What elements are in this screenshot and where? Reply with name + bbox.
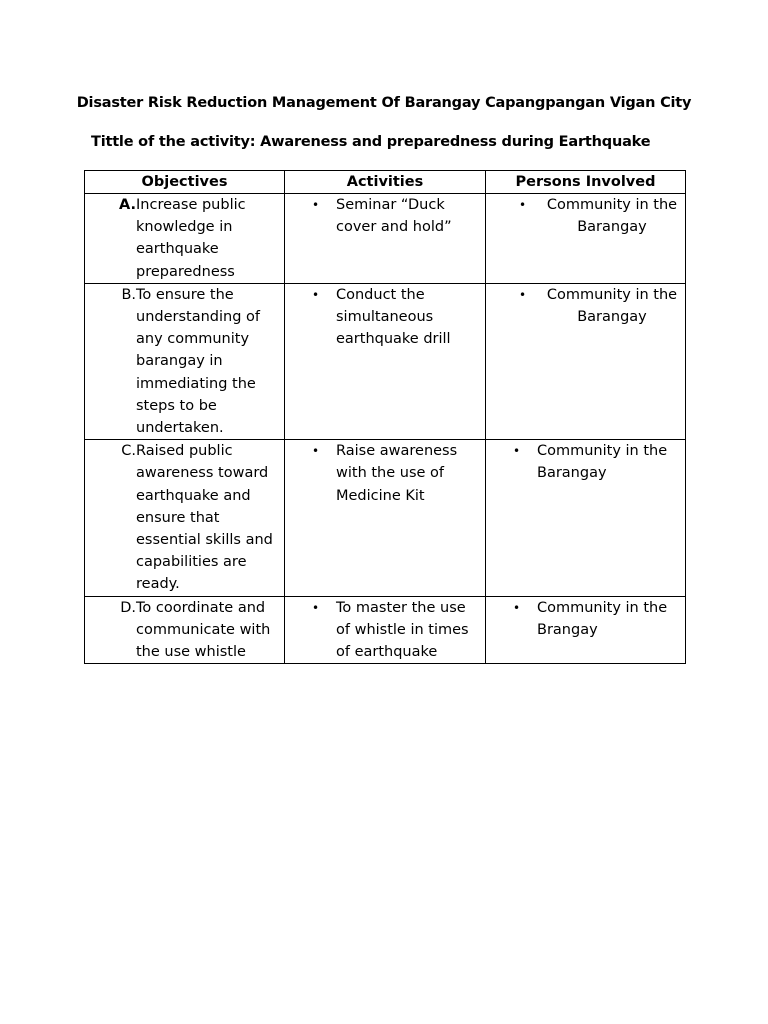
objective-cell	[85, 194, 285, 284]
table-row	[85, 596, 686, 664]
table-row	[85, 283, 686, 439]
objective-letter: C.	[121, 443, 136, 460]
persons-cell	[486, 596, 686, 664]
objective-text: To coordinate and communicate with the use whistle	[136, 599, 271, 661]
bullet-icon: •	[513, 444, 521, 459]
header-activities: Activities	[285, 171, 486, 194]
activity-text: Conduct the simultaneous earthquake drill	[336, 286, 451, 348]
bullet-icon: •	[513, 600, 521, 615]
activity-cell	[285, 194, 486, 284]
objective-text: To ensure the understanding of any community barangay in immediating the steps to be undertaken.	[136, 286, 260, 437]
bullet-icon: •	[312, 444, 320, 459]
bullet-icon: •	[519, 287, 527, 302]
activity-plan-table	[84, 170, 686, 664]
activity-text: To master the use of whistle in times of earthquake	[336, 599, 469, 661]
objective-cell	[85, 283, 285, 439]
persons-text: Community in the Brangay	[537, 599, 668, 638]
bullet-icon: •	[312, 600, 320, 615]
objective-letter: D.	[120, 599, 136, 616]
activity-text: Seminar “Duck cover and hold”	[336, 197, 452, 236]
bullet-icon: •	[519, 198, 527, 212]
bullet-icon: •	[312, 198, 320, 212]
activity-cell	[285, 440, 486, 596]
activity-text: Raise awareness with the use of Medicine Kit	[336, 443, 458, 504]
objective-letter: A.	[119, 197, 136, 213]
persons-text: Community in the Barangay	[546, 286, 678, 326]
objective-cell	[85, 596, 285, 664]
document-title: Disaster Risk Reduction Management Of Barangay Capangpangan Vigan City	[76, 95, 692, 111]
persons-cell	[486, 194, 686, 284]
persons-cell	[486, 440, 686, 596]
persons-cell	[486, 283, 686, 439]
objective-cell	[85, 440, 285, 596]
objective-text: Raised public awareness toward earthquake and ensure that essential skills and capabilities are ready.	[136, 443, 273, 593]
objective-text: Increase public knowledge in earthquake preparedness	[136, 197, 246, 280]
header-persons-involved: Persons Involved	[486, 171, 686, 194]
persons-text: Community in the Barangay	[537, 443, 668, 482]
table-row	[85, 194, 686, 284]
table-row	[85, 440, 686, 596]
activity-cell	[285, 283, 486, 439]
activity-cell	[285, 596, 486, 664]
header-objectives: Objectives	[85, 171, 285, 194]
objective-letter: B.	[121, 286, 136, 303]
activity-title: Tittle of the activity: Awareness and preparedness during Earthquake	[91, 134, 651, 150]
table-header-row	[85, 171, 686, 194]
persons-text: Community in the Barangay	[546, 197, 678, 236]
bullet-icon: •	[312, 287, 320, 302]
